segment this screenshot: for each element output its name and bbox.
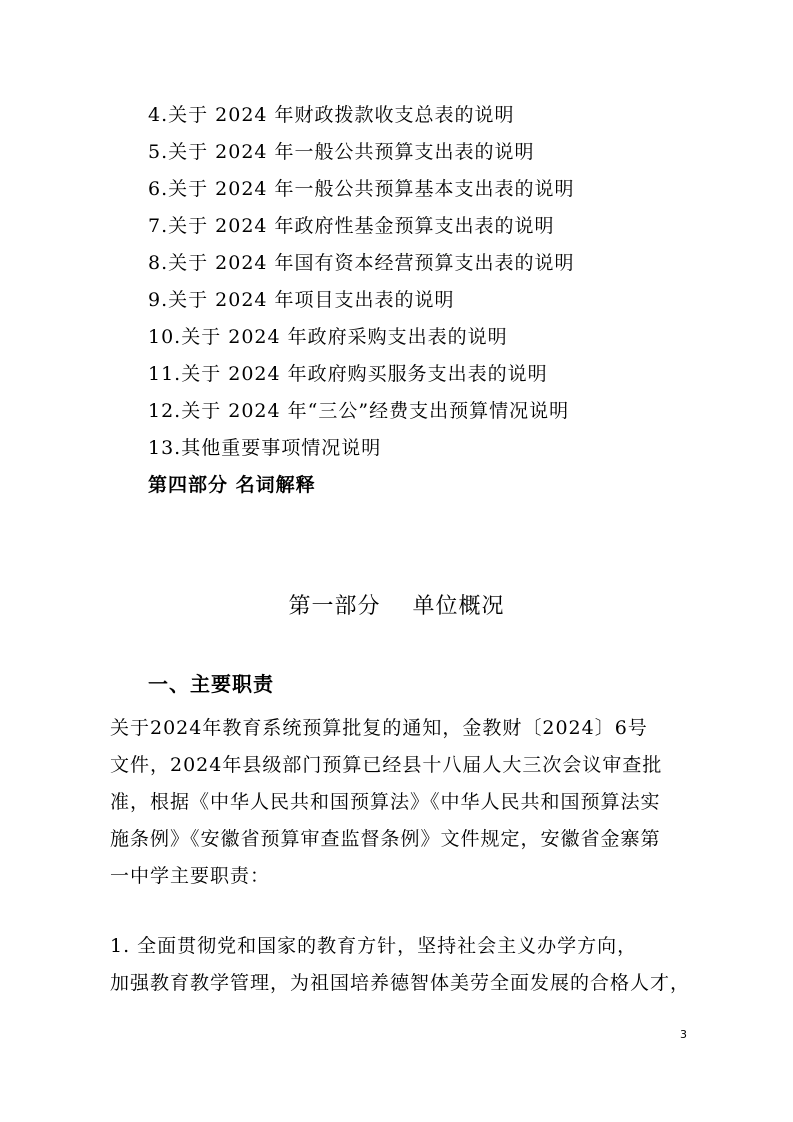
toc-item-13: 13.其他重要事项情况说明 bbox=[148, 437, 382, 459]
toc-part-four: 第四部分 名词解释 bbox=[148, 474, 316, 496]
page-number: 3 bbox=[680, 1028, 687, 1041]
subheading-main-duties: 一、主要职责 bbox=[148, 672, 274, 696]
toc-item-7: 7.关于 2024 年政府性基金预算支出表的说明 bbox=[148, 215, 555, 237]
toc-item-9: 9.关于 2024 年项目支出表的说明 bbox=[148, 289, 455, 311]
toc-item-11: 11.关于 2024 年政府购买服务支出表的说明 bbox=[148, 363, 548, 385]
paragraph-line: 准，根据《中华人民共和国预算法》《中华人民共和国预算法实 bbox=[110, 791, 661, 813]
toc-item-4: 4.关于 2024 年财政拨款收支总表的说明 bbox=[148, 104, 515, 126]
paragraph-line: 施条例》《安徽省预算审查监督条例》文件规定，安徽省金寨第 bbox=[110, 828, 661, 850]
paragraph-line: 加强教育教学管理，为祖国培养德智体美劳全面发展的合格人才， bbox=[110, 972, 691, 994]
paragraph-line: 一中学主要职责： bbox=[110, 865, 271, 887]
paragraph-line: 1. 全面贯彻党和国家的教育方针，坚持社会主义办学方向， bbox=[110, 935, 638, 957]
section-title: 第一部分 单位概况 bbox=[288, 594, 505, 619]
paragraph-duty-1 bbox=[110, 928, 695, 1002]
paragraph-line: 关于2024年教育系统预算批复的通知，金教财〔2024〕6号 bbox=[110, 717, 648, 739]
toc-item-10: 10.关于 2024 年政府采购支出表的说明 bbox=[148, 326, 508, 348]
toc-item-5: 5.关于 2024 年一般公共预算支出表的说明 bbox=[148, 141, 535, 163]
paragraph-line: 文件，2024年县级部门预算已经县十八届人大三次会议审查批 bbox=[110, 754, 663, 776]
paragraph-duties-intro bbox=[110, 710, 695, 895]
toc-item-6: 6.关于 2024 年一般公共预算基本支出表的说明 bbox=[148, 178, 575, 200]
toc-item-12: 12.关于 2024 年“三公”经费支出预算情况说明 bbox=[148, 400, 570, 422]
toc-item-8: 8.关于 2024 年国有资本经营预算支出表的说明 bbox=[148, 252, 575, 274]
table-of-contents bbox=[148, 97, 708, 504]
